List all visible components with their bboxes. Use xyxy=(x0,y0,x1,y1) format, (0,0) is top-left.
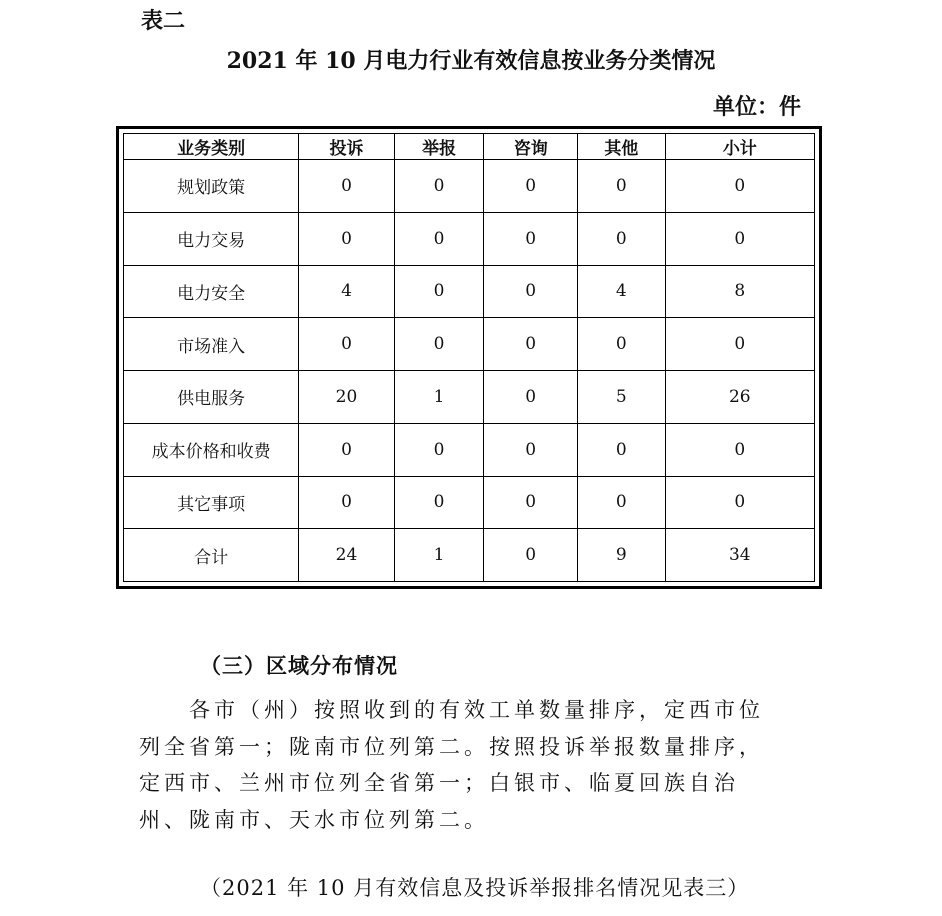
report-cell: 0 xyxy=(394,423,484,476)
table-row xyxy=(124,529,815,582)
other-cell: 9 xyxy=(578,529,666,582)
complaint-cell: 0 xyxy=(299,476,395,529)
header-subtotal: 小计 xyxy=(665,134,814,160)
report-cell: 0 xyxy=(394,318,484,371)
report-cell: 0 xyxy=(394,212,484,265)
table-row xyxy=(124,423,815,476)
consult-cell: 0 xyxy=(484,318,578,371)
other-cell: 0 xyxy=(578,212,666,265)
table-row xyxy=(124,318,815,371)
other-cell: 0 xyxy=(578,318,666,371)
complaint-cell: 24 xyxy=(299,529,395,582)
body-line: 各市（州）按照收到的有效工单数量排序，定西市位 xyxy=(139,698,764,722)
header-complaint: 投诉 xyxy=(299,134,395,160)
table-header-row xyxy=(124,134,815,160)
subtotal-cell: 0 xyxy=(665,212,814,265)
business-category-table xyxy=(116,126,822,589)
consult-cell: 0 xyxy=(484,529,578,582)
section-body xyxy=(139,692,829,838)
report-cell: 1 xyxy=(394,371,484,424)
consult-cell: 0 xyxy=(484,160,578,213)
complaint-cell: 20 xyxy=(299,371,395,424)
other-cell: 0 xyxy=(578,160,666,213)
subtotal-cell: 26 xyxy=(665,371,814,424)
category-cell: 其它事项 xyxy=(124,476,299,529)
other-cell: 0 xyxy=(578,476,666,529)
complaint-cell: 0 xyxy=(299,423,395,476)
report-cell: 0 xyxy=(394,160,484,213)
body-line: 定西市、兰州市位列全省第一；白银市、临夏回族自治 xyxy=(139,771,739,795)
category-cell: 规划政策 xyxy=(124,160,299,213)
table-row xyxy=(124,476,815,529)
table-row xyxy=(124,212,815,265)
other-cell: 5 xyxy=(578,371,666,424)
header-category: 业务类别 xyxy=(124,134,299,160)
category-cell: 供电服务 xyxy=(124,371,299,424)
section-heading: （三）区域分布情况 xyxy=(200,653,398,678)
consult-cell: 0 xyxy=(484,476,578,529)
unit-label: 单位：件 xyxy=(712,94,801,120)
table-row xyxy=(124,265,815,318)
report-cell: 1 xyxy=(394,529,484,582)
table-row xyxy=(124,371,815,424)
complaint-cell: 0 xyxy=(299,160,395,213)
body-line: 州、陇南市、天水市位列第二。 xyxy=(139,807,489,832)
complaint-cell: 4 xyxy=(299,265,395,318)
consult-cell: 0 xyxy=(484,212,578,265)
report-cell: 0 xyxy=(394,265,484,318)
table-row xyxy=(124,160,815,213)
header-other: 其他 xyxy=(578,134,666,160)
body-line: 列全省第一；陇南市位列第二。按照投诉举报数量排序， xyxy=(139,734,764,759)
complaint-cell: 0 xyxy=(299,318,395,371)
category-cell: 合计 xyxy=(124,529,299,582)
consult-cell: 0 xyxy=(484,371,578,424)
category-cell: 成本价格和收费 xyxy=(124,423,299,476)
category-cell: 市场准入 xyxy=(124,318,299,371)
consult-cell: 0 xyxy=(484,265,578,318)
report-cell: 0 xyxy=(394,476,484,529)
category-cell: 电力安全 xyxy=(124,265,299,318)
category-cell: 电力交易 xyxy=(124,212,299,265)
subtotal-cell: 34 xyxy=(665,529,814,582)
subtotal-cell: 0 xyxy=(665,318,814,371)
subtotal-cell: 0 xyxy=(665,423,814,476)
subtotal-cell: 8 xyxy=(665,265,814,318)
consult-cell: 0 xyxy=(484,423,578,476)
document-title: 2021 年 10 月电力行业有效信息按业务分类情况 xyxy=(226,48,716,74)
other-cell: 0 xyxy=(578,423,666,476)
other-cell: 4 xyxy=(578,265,666,318)
header-report: 举报 xyxy=(394,134,484,160)
section-note: （2021 年 10 月有效信息及投诉举报排名情况见表三） xyxy=(200,876,750,900)
table-label: 表二 xyxy=(141,8,186,34)
header-consult: 咨询 xyxy=(484,134,578,160)
complaint-cell: 0 xyxy=(299,212,395,265)
subtotal-cell: 0 xyxy=(665,160,814,213)
data-table xyxy=(123,133,815,582)
subtotal-cell: 0 xyxy=(665,476,814,529)
